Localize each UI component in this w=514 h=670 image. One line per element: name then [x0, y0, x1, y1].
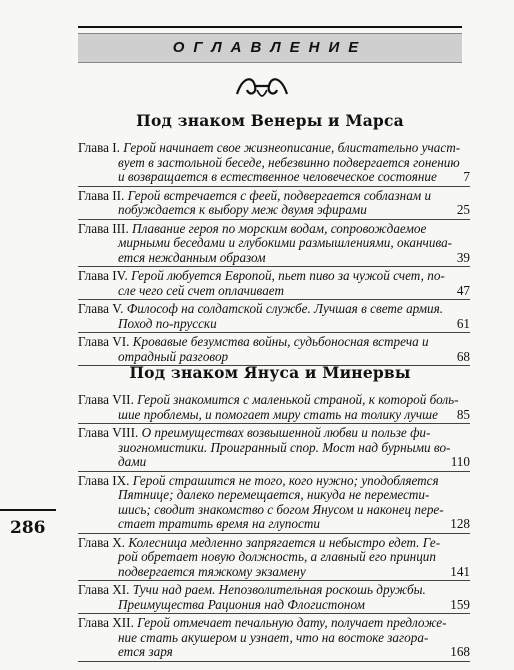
toc-entry	[78, 335, 470, 366]
toc-entry-line	[78, 583, 470, 598]
top-rule	[78, 26, 462, 28]
chapter-page-number: 7	[459, 170, 470, 185]
entry-divider	[78, 533, 470, 534]
chapter-description: Колесница медленно запрягается и небыстро едет. Ге-	[128, 534, 441, 550]
toc-entry	[78, 426, 470, 472]
toc-entry-line	[78, 408, 470, 423]
toc-entry-line	[78, 317, 470, 332]
chapter-description: отрадный разговор	[118, 348, 229, 364]
chapter-label: Глава VII.	[78, 392, 134, 407]
entry-divider	[78, 471, 470, 472]
chapter-description: ние стать акушером и узнает, что на востоке загора-	[118, 629, 429, 645]
chapter-description: сле чего сей счет оплачивает	[118, 282, 284, 298]
chapter-description: Герой страшится не того, кого нужно; уподобляется	[132, 472, 439, 488]
chapter-description: Преимущества Рациония над Флогистоном	[118, 596, 365, 612]
chapter-description: Герой отмечает печальную дату, получает предложе-	[137, 615, 447, 630]
entry-divider	[78, 219, 470, 220]
toc-section-2	[78, 393, 470, 664]
toc-entry-line	[78, 251, 470, 266]
toc-entry-line	[78, 284, 470, 299]
chapter-description: Герой начинает свое жизнеописание, блистательно участ-	[123, 140, 461, 155]
chapter-description: подвергается тяжкому экзамену	[118, 563, 306, 579]
chapter-page-number: 159	[446, 598, 470, 613]
chapter-description: мирными беседами и глубокими размышлениями, оканчива-	[118, 235, 453, 250]
entry-divider	[78, 661, 470, 662]
toc-entry-line	[78, 222, 470, 237]
chapter-page-number: 141	[446, 565, 470, 580]
header-band	[78, 33, 462, 63]
toc-entry-line	[78, 441, 470, 456]
toc-entry-line	[78, 203, 470, 218]
chapter-label: Глава X.	[78, 534, 126, 550]
toc-entry-line	[78, 631, 470, 646]
toc-entry	[78, 583, 470, 614]
chapter-label: Глава III.	[78, 220, 129, 236]
toc-entry	[78, 302, 470, 333]
chapter-page-number: 39	[453, 251, 470, 266]
chapter-description: Плавание героя по морским водам, сопровождаемое	[132, 220, 427, 236]
chapter-page-number: 47	[453, 284, 470, 299]
toc-entry-line	[78, 335, 470, 350]
page-title: ОГЛАВЛЕНИЕ	[172, 39, 368, 56]
toc-entry-line	[78, 236, 470, 251]
toc-entry-line	[78, 488, 470, 503]
entry-divider	[78, 613, 470, 614]
chapter-description: рой обретает новую должность, а главный его принцип	[118, 549, 436, 564]
toc-entry-line	[78, 426, 470, 441]
entry-divider	[78, 186, 470, 187]
chapter-description: шие проблемы, и помогает миру стать на толику лучше	[118, 406, 438, 422]
toc-entry-line	[78, 269, 470, 284]
toc-entry-line	[78, 156, 470, 171]
toc-entry-line	[78, 616, 470, 631]
chapter-page-number: 68	[453, 350, 470, 365]
section-title-1: Под знаком Венеры и Марса	[136, 111, 404, 130]
toc-entry-line	[78, 141, 470, 156]
chapter-description: и возвращается в естественное человеческое состояние	[118, 169, 437, 184]
chapter-description: О преимуществах возвышенной любви и пользе фи-	[141, 425, 431, 440]
chapter-page-number: 168	[446, 645, 470, 660]
toc-entry	[78, 269, 470, 300]
chapter-description: Тучи над раем. Непозволительная роскошь дружбы.	[132, 582, 426, 597]
toc-entry	[78, 189, 470, 220]
toc-entry	[78, 141, 470, 187]
toc-entry-line	[78, 565, 470, 580]
chapter-description: дами	[118, 454, 147, 469]
ornament-icon	[233, 72, 291, 102]
toc-entry-line	[78, 350, 470, 365]
chapter-description: ется нежданным образом	[118, 249, 266, 265]
toc-entry-line	[78, 170, 470, 185]
chapter-page-number: 25	[453, 203, 470, 218]
toc-entry-line	[78, 598, 470, 613]
toc-entry-line	[78, 503, 470, 518]
toc-entry-line	[78, 302, 470, 317]
chapter-label: Глава XII.	[78, 615, 134, 630]
toc-entry-line	[78, 189, 470, 204]
toc-entry-line	[78, 455, 470, 470]
toc-section-1	[78, 141, 470, 368]
toc-entry-line	[78, 550, 470, 565]
chapter-page-number: 128	[446, 517, 470, 532]
toc-entry-line	[78, 393, 470, 408]
chapter-description: шись; сводит знакомство с богом Янусом и наконец пере-	[118, 501, 444, 517]
toc-entry-line	[78, 645, 470, 660]
entry-divider	[78, 299, 470, 300]
chapter-description: стает тратить время на глупости	[118, 516, 320, 531]
chapter-page-number: 85	[453, 408, 470, 423]
chapter-page-number: 110	[447, 455, 470, 470]
toc-entry-line	[78, 517, 470, 532]
toc-entry	[78, 222, 470, 268]
chapter-page-number: 61	[453, 317, 470, 332]
chapter-label: Глава IV.	[78, 268, 128, 283]
chapter-label: Глава IX.	[78, 472, 130, 488]
entry-divider	[78, 580, 470, 581]
chapter-description: Поход по-прусски	[118, 315, 217, 331]
chapter-label: Глава VIII.	[78, 425, 139, 440]
chapter-description: ется заря	[118, 644, 173, 659]
chapter-description: Герой знакомится с маленькой страной, к которой боль-	[137, 392, 459, 407]
left-rule	[0, 509, 56, 511]
page-number: 286	[10, 518, 46, 538]
chapter-description: Кровавые безумства войны, судьбоносная встреча и	[132, 334, 429, 349]
toc-entry-line	[78, 474, 470, 489]
chapter-label: Глава XI.	[78, 582, 130, 597]
chapter-description: зиогномистики. Проигранный спор. Мост над бурными во-	[118, 439, 451, 455]
chapter-description: побуждается к выбору меж двумя эфирами	[118, 202, 367, 217]
entry-divider	[78, 266, 470, 267]
chapter-description: Философ на солдатской службе. Лучшая в свете армия.	[126, 301, 444, 316]
chapter-description: Пятнице; далеко перемещается, никуда не перемести-	[118, 487, 430, 502]
chapter-label: Глава II.	[78, 187, 125, 203]
toc-entry	[78, 393, 470, 424]
toc-entry	[78, 474, 470, 534]
toc-entry	[78, 616, 470, 662]
section-title-2: Под знаком Януса и Минервы	[129, 363, 411, 382]
chapter-label: Глава I.	[78, 140, 120, 155]
chapter-label: Глава V.	[78, 301, 124, 316]
chapter-description: Герой встречается с феей, подвергается соблазнам и	[127, 187, 432, 203]
chapter-label: Глава VI.	[78, 334, 130, 349]
entry-divider	[78, 423, 470, 424]
chapter-description: Герой любуется Европой, пьет пиво за чужой счет, по-	[131, 268, 445, 283]
toc-entry-line	[78, 536, 470, 551]
chapter-description: вует в застольной беседе, небезвинно подвергается гонению	[118, 154, 460, 170]
entry-divider	[78, 332, 470, 333]
toc-entry	[78, 536, 470, 582]
